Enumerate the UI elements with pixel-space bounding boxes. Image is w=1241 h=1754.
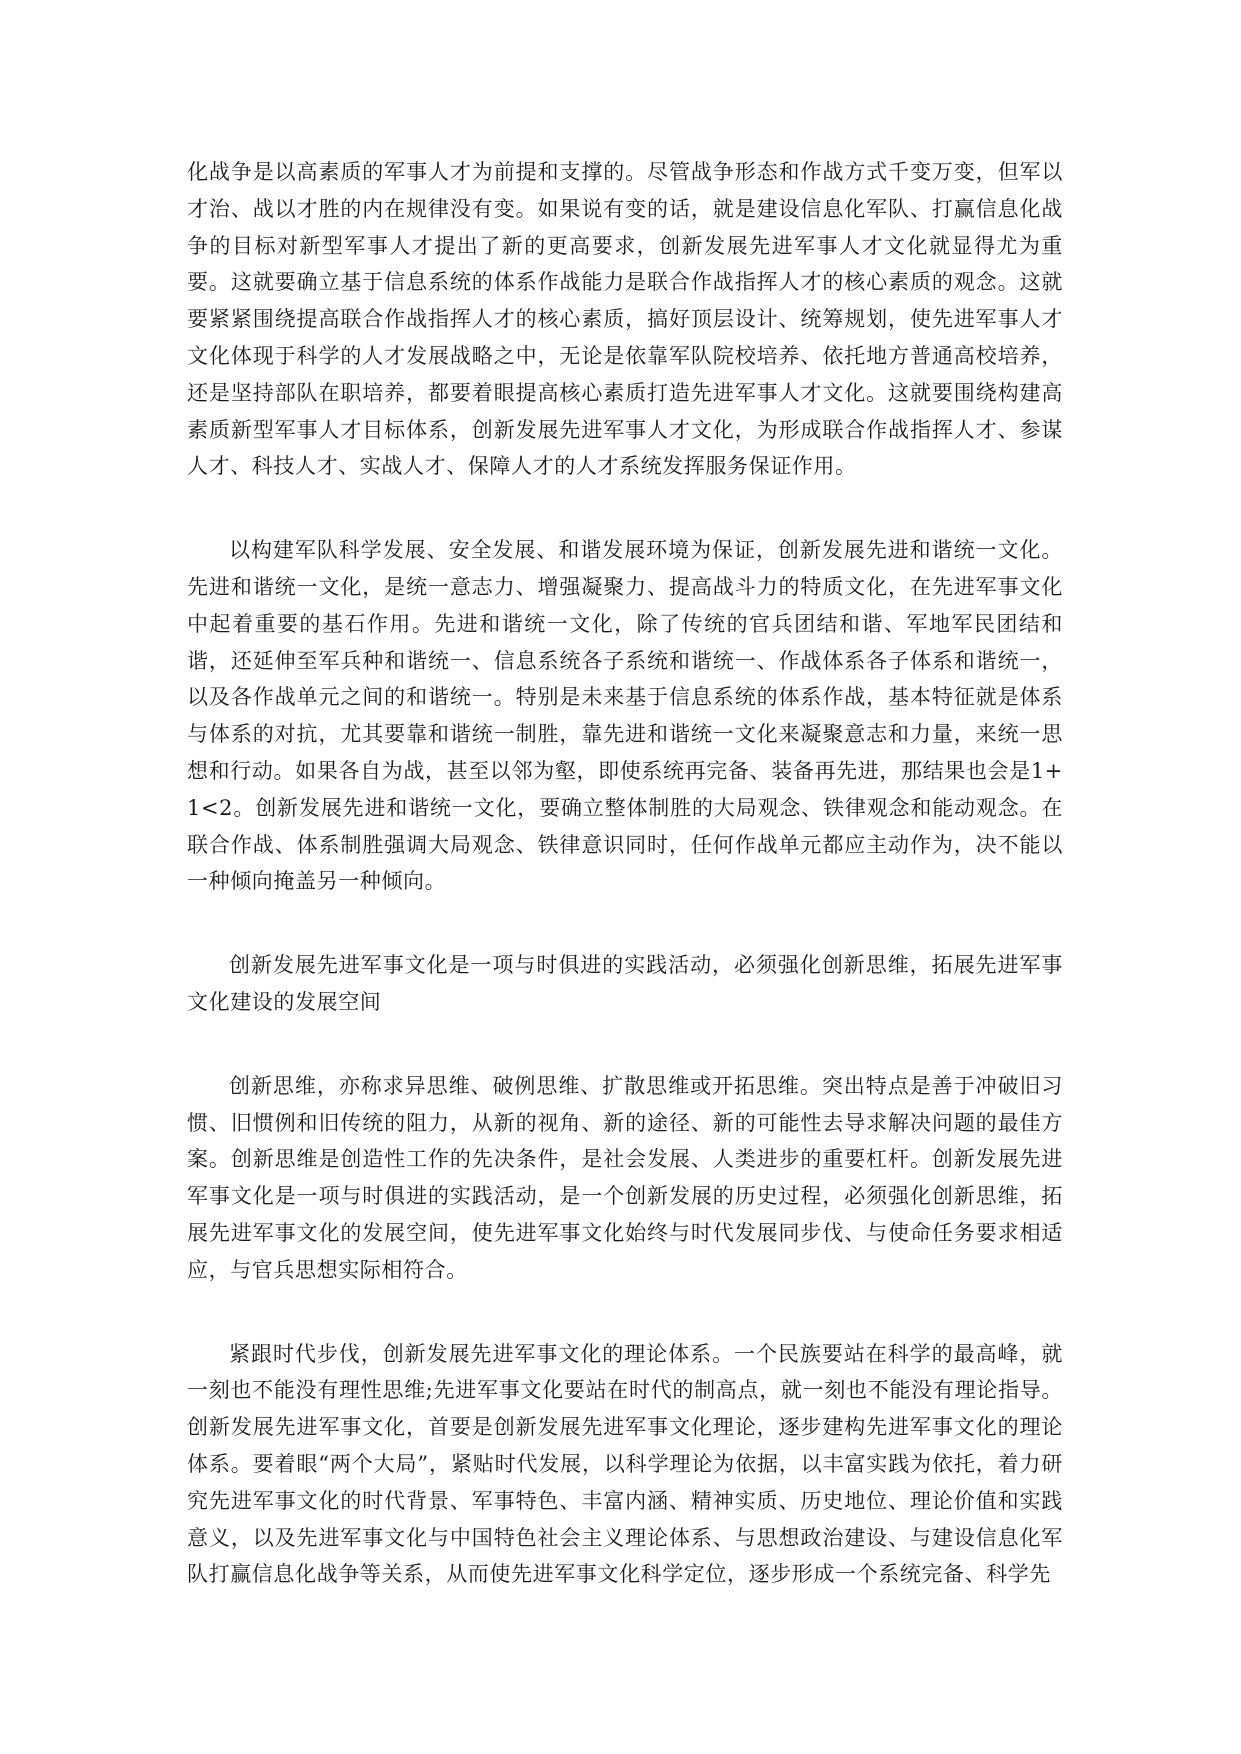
document-body xyxy=(187,154,1063,1640)
paragraph-1: 化战争是以高素质的军事人才为前提和支撑的。尽管战争形态和作战方式千变万变，但军以才治、战以才胜的内在规律没有变。如果说有变的话，就是建设信息化军队、打赢信息化战争的目标对新型军事人才提出了新的更高要求，创新发展先进军事人才文化就显得尤为重要。这就要确立基于信息系统的体系作战能力是联合作战指挥人才的核心素质的观念。这就要紧紧围绕提高联合作战指挥人才的核心素质，搞好顶层设计、统筹规划，使先进军事人才文化体现于科学的人才发展战略之中，无论是依靠军队院校培养、依托地方普通高校培养，还是坚持部队在职培养，都要着眼提高核心素质打造先进军事人才文化。这就要围绕构建高素质新型军事人才目标体系，创新发展先进军事人才文化，为形成联合作战指挥人才、参谋人才、科技人才、实战人才、保障人才的人才系统发挥服务保证作用。 xyxy=(187,160,1063,479)
paragraph-5: 紧跟时代步伐，创新发展先进军事文化的理论体系。一个民族要站在科学的最高峰，就一刻也不能没有理性思维;先进军事文化要站在时代的制高点，就一刻也不能没有理论指导。创新发展先进军事文化，首要是创新发展先进军事文化理论，逐步建构先进军事文化的理论体系。要着眼“两个大局”，紧贴时代发展，以科学理论为依据，以丰富实践为依托，着力研究先进军事文化的时代背景、军事特色、丰富内涵、精神实质、历史地位、理论价值和实践意义，以及先进军事文化与中国特色社会主义理论体系、与思想政治建设、与建设信息化军队打赢信息化战争等关系，从而使先进军事文化科学定位，逐步形成一个系统完备、科学先 xyxy=(187,1341,1063,1587)
paragraph-2: 以构建军队科学发展、安全发展、和谐发展环境为保证，创新发展先进和谐统一文化。先进和谐统一文化，是统一意志力、增强凝聚力、提高战斗力的特质文化，在先进军事文化中起着重要的基石作用。先进和谐统一文化，除了传统的官兵团结和谐、军地军民团结和谐，还延伸至军兵种和谐统一、信息系统各子系统和谐统一、作战体系各子体系和谐统一，以及各作战单元之间的和谐统一。特别是未来基于信息系统的体系作战，基本特征就是体系与体系的对抗，尤其要靠和谐统一制胜，靠先进和谐统一文化来凝聚意志和力量，来统一思想和行动。如果各自为战，甚至以邻为壑，即使系统再完备、装备再先进，那结果也会是1+1<2。创新发展先进和谐统一文化，要确立整体制胜的大局观念、铁律观念和能动观念。在联合作战、体系制胜强调大局观念、铁律意识同时，任何作战单元都应主动作为，决不能以一种倾向掩盖另一种倾向。 xyxy=(187,538,1063,894)
paragraph-4: 创新思维，亦称求异思维、破例思维、扩散思维或开拓思维。突出特点是善于冲破旧习惯、旧惯例和旧传统的阻力，从新的视角、新的途径、新的可能性去导求解决问题的最佳方案。创新思维是创造性工作的先决条件，是社会发展、人类进步的重要杠杆。创新发展先进军事文化是一项与时俱进的实践活动，是一个创新发展的历史过程，必须强化创新思维，拓展先进军事文化的发展空间，使先进军事文化始终与时代发展同步伐、与使命任务要求相适应，与官兵思想实际相符合。 xyxy=(187,1073,1063,1282)
section-heading-paragraph: 创新发展先进军事文化是一项与时俱进的实践活动，必须强化创新思维，拓展先进军事文化建设的发展空间 xyxy=(187,953,1063,1014)
